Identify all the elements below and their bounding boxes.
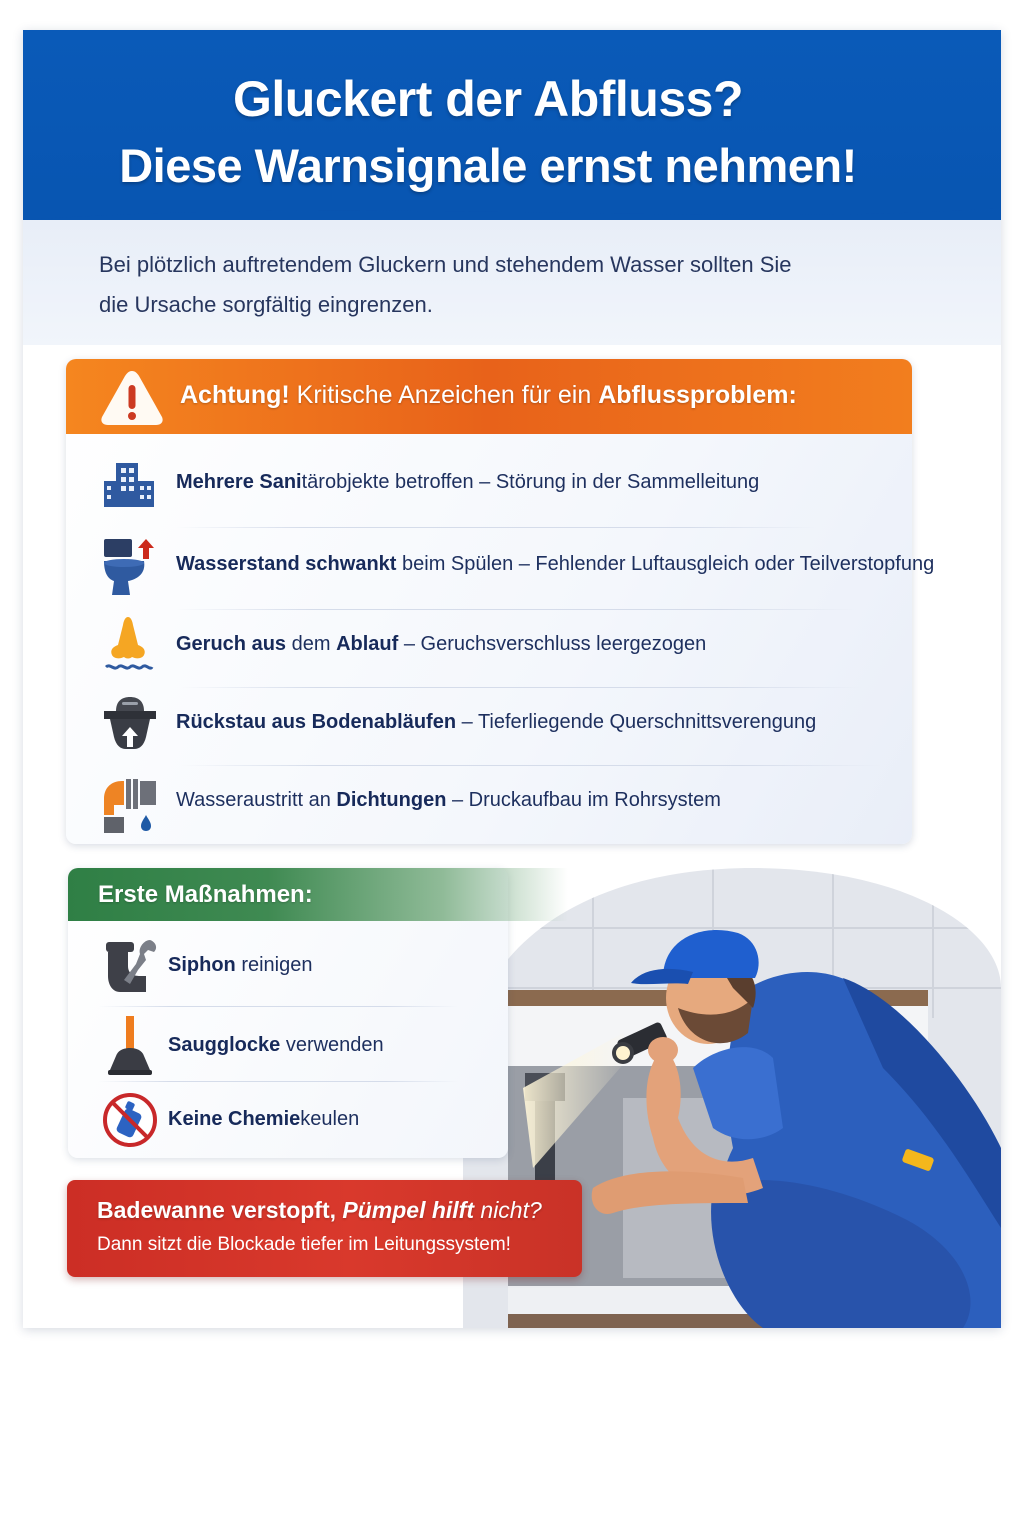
alert-subline: Dann sitzt die Blockade tiefer im Leitungssystem! xyxy=(97,1234,511,1255)
warning-item-text xyxy=(176,633,706,656)
warning-card xyxy=(66,359,935,844)
item-normal-pre: Wasseraustritt an xyxy=(176,789,337,811)
warning-header xyxy=(66,359,912,434)
buildings-icon xyxy=(102,453,158,517)
divider xyxy=(181,765,881,766)
siphon-wrench-icon xyxy=(102,936,160,998)
infographic-poster xyxy=(23,30,1001,1328)
measure-item-text xyxy=(168,954,312,977)
item-strong: Rückstau aus Bodenabläufen xyxy=(176,711,457,733)
divider xyxy=(181,687,861,688)
item-normal: tärobjekte betroffen – Störung in der Sammelleitung xyxy=(301,471,760,493)
item-strong: Keine Chemie xyxy=(168,1108,301,1130)
warning-item-seal-leak xyxy=(102,771,942,835)
floor-drain-icon xyxy=(102,693,158,757)
warning-item-text xyxy=(176,553,934,576)
alert-bold: Badewanne verstopft, xyxy=(97,1197,343,1223)
item-normal: – Tieferliegende Querschnittsverengung xyxy=(456,711,817,733)
first-measures-card xyxy=(68,868,508,1158)
measure-item-text xyxy=(168,1034,384,1057)
item-strong: Mehrere Sani xyxy=(176,471,302,493)
intro-text xyxy=(99,245,899,325)
item-normal: reinigen xyxy=(235,954,313,976)
divider xyxy=(176,609,856,610)
first-measures-header xyxy=(68,868,568,921)
item-normal: keulen xyxy=(300,1108,360,1130)
warning-title-bold-2: Abflussproblem: xyxy=(598,381,797,409)
plunger-icon xyxy=(102,1016,160,1078)
measure-item-siphon xyxy=(102,936,502,1000)
header-wave xyxy=(23,200,1001,250)
first-measures-title: Erste Maßnahmen: xyxy=(98,881,313,908)
divider xyxy=(98,1081,458,1082)
measure-item-plunger xyxy=(102,1016,502,1080)
no-chemicals-icon xyxy=(102,1090,160,1152)
warning-item-text xyxy=(176,471,759,494)
measure-item-no-chemicals xyxy=(102,1090,502,1154)
warning-title-bold: Achtung! xyxy=(180,381,290,409)
warning-item-smell xyxy=(102,615,942,679)
warning-triangle-icon xyxy=(99,367,165,427)
warning-title-normal: Kritische Anzeichen für ein xyxy=(289,381,599,409)
item-normal: beim Spülen – Fehlender Luftausgleich oder Teilverstopfung xyxy=(396,553,935,575)
warning-item-water-level xyxy=(102,535,942,599)
warning-item-multiple-fixtures xyxy=(102,453,942,517)
alert-italic: Pümpel hilft xyxy=(342,1197,475,1223)
item-strong: Wasserstand schwankt xyxy=(176,553,397,575)
nose-smell-icon xyxy=(102,615,158,679)
page-title-line-1: Gluckert der Abfluss? xyxy=(233,71,743,127)
warning-title xyxy=(180,381,797,410)
item-normal-2: – Geruchsverschluss leergezogen xyxy=(398,633,707,655)
item-strong: Siphon xyxy=(168,954,236,976)
warning-item-backflow xyxy=(102,693,942,757)
intro-line-1: Bei plötzlich auftretendem Gluckern und stehendem Wasser sollten Sie xyxy=(99,252,792,277)
item-strong-2: Ablauf xyxy=(336,633,399,655)
divider xyxy=(176,527,816,528)
warning-item-text xyxy=(176,711,816,734)
divider xyxy=(98,1006,458,1007)
intro-line-2: die Ursache sorgfältig eingrenzen. xyxy=(99,292,433,317)
item-normal: dem xyxy=(286,633,337,655)
item-strong: Saugglocke xyxy=(168,1034,281,1056)
item-strong: Geruch aus xyxy=(176,633,287,655)
pipe-leak-icon xyxy=(102,771,158,835)
page-title-line-2: Diese Warnsignale ernst nehmen! xyxy=(119,139,857,192)
alert-banner xyxy=(67,1180,582,1277)
alert-headline xyxy=(97,1197,542,1224)
toilet-arrow-up-icon xyxy=(102,535,158,599)
measure-item-text xyxy=(168,1108,359,1131)
item-normal: – Druckaufbau im Rohrsystem xyxy=(446,789,721,811)
item-normal: verwenden xyxy=(280,1034,384,1056)
alert-light: nicht? xyxy=(474,1197,542,1223)
warning-item-text xyxy=(176,789,721,812)
item-strong: Dichtungen xyxy=(336,789,447,811)
